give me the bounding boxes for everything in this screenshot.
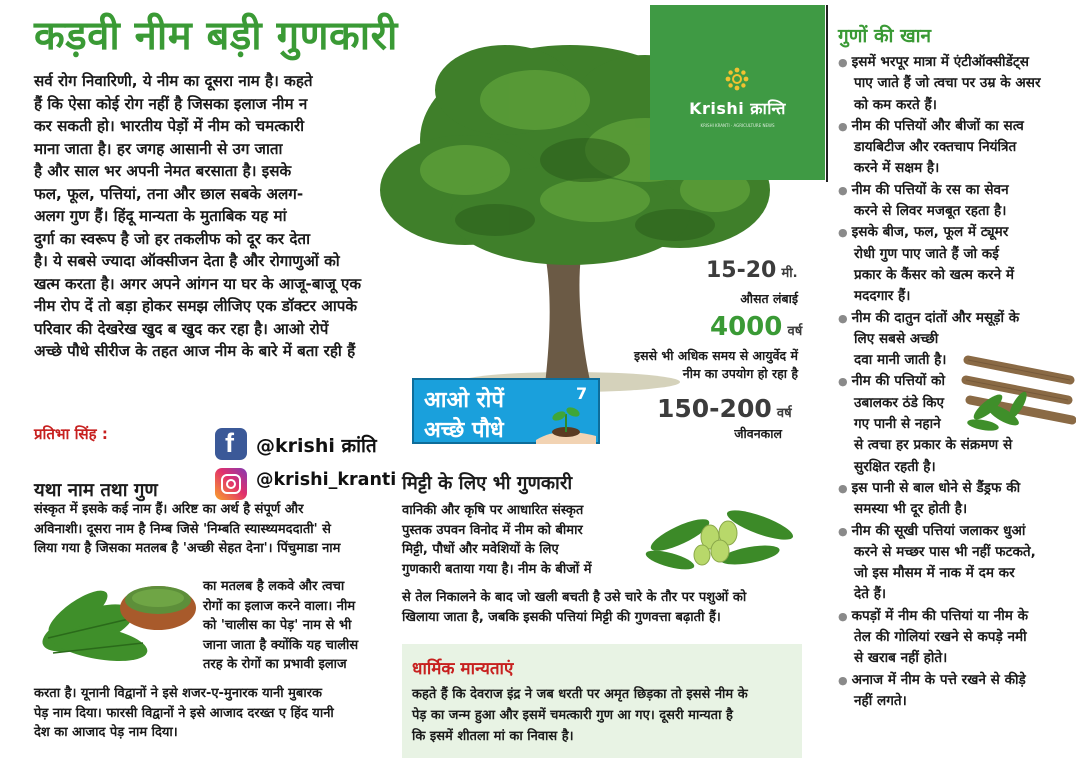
intro-paragraph	[34, 70, 389, 363]
soil-section-text-top	[402, 501, 592, 579]
page-headline: कड़वी नीम बड़ी गुणकारी	[34, 13, 398, 59]
benefit-item: ● इसमें भरपूर मात्रा में एंटीऑक्सीडेंट्स	[838, 52, 1068, 73]
stat-history-label-1: इससे भी अधिक समय से आयुर्वेद में	[634, 348, 798, 363]
neem-twigs-image	[958, 345, 1076, 443]
names-line: देश का आजाद पेड़ नाम दिया।	[34, 725, 178, 740]
soil-line: वानिकी और कृषि पर आधारित संस्कृत	[402, 503, 584, 518]
religious-line: पेड़ का जन्म हुआ और इसमें चमत्कारी गुण आ गए। दूसरी मान्यता है	[412, 708, 733, 723]
soil-line: पुस्तक उपवन विनोद में नीम को बीमार	[402, 522, 583, 538]
benefit-item-continued: देते हैं।	[854, 586, 887, 603]
benefit-item: ● नीम की पत्तियों के रस का सेवन	[838, 180, 1068, 201]
benefit-item: ● नीम की पत्तियों और बीजों का सत्व	[838, 116, 1068, 137]
benefit-item-continued: समस्या भी दूर होती है।	[854, 501, 968, 518]
stat-history-unit: वर्ष	[787, 324, 803, 339]
names-line: रोगों का इलाज करने वाला। नीम	[203, 598, 356, 614]
benefit-item-continued: तेल की गोलियां रखने से कपड़े नमी	[854, 629, 1027, 646]
stat-height-value: 15-20	[706, 258, 777, 283]
names-line: लिया गया है जिसका मतलब है 'अच्छी सेहत देना'। पिंचुमाडा नाम	[34, 541, 341, 556]
names-line: पेड़ नाम दिया। फारसी विद्वानों ने इसे आजाद दरख्त ए हिंद यानी	[34, 705, 334, 721]
names-line: संस्कृत में इसके कई नाम हैं। अरिष्ट का अर्थ है संपूर्ण और	[34, 502, 304, 517]
brand-logo-box	[650, 5, 825, 180]
stat-height	[706, 258, 798, 283]
names-section-text-top	[34, 500, 340, 559]
sun-flower-icon	[725, 67, 749, 91]
hand-with-sapling-icon	[532, 400, 600, 444]
names-line: जाना जाता है क्योंकि यह चालीस	[203, 637, 359, 653]
instagram-icon	[215, 468, 247, 500]
neem-fruits-image	[640, 495, 800, 575]
intro-line: अलग गुण हैं। हिंदू मान्यता के मुताबिक यह मां	[34, 207, 287, 225]
intro-line: सर्व रोग निवारिणी, ये नीम का दूसरा नाम है। कहते	[34, 72, 313, 90]
soil-section-title: मिट्टी के लिए भी गुणकारी	[402, 473, 573, 494]
stat-life	[657, 394, 792, 423]
benefit-item-continued: रोधी गुण पाए जाते हैं जो कई	[854, 245, 999, 262]
benefit-item-continued: को कम करते हैं।	[854, 96, 937, 113]
stat-history-label-2: नीम का उपयोग हो रहा है	[682, 366, 798, 381]
benefit-item-continued: से त्वचा हर प्रकार के संक्रमण से	[854, 437, 1013, 454]
benefit-item-continued: उबालकर ठंडे किए	[854, 394, 945, 411]
stat-history-value: 4000	[710, 312, 783, 342]
intro-line: नीम रोप दें तो बड़ा होकर समझ लीजिए एक डॉक्टर आपके	[34, 297, 358, 315]
benefit-item-continued: मददगार हैं।	[854, 288, 911, 305]
religious-section-title: धार्मिक मान्यताएं	[412, 659, 514, 679]
intro-line: परिवार की देखरेख खुद ब खुद कर रहा है। आओ रोपें	[34, 319, 329, 338]
religious-section-text	[412, 684, 748, 747]
intro-line: है। ये सबसे ज्यादा ऑक्सीजन देता है और रोगाणुओं को	[34, 252, 340, 270]
intro-line: फल, फूल, पत्तियां, तना और छाल सबके अलग-	[34, 184, 304, 203]
instagram-handle: @krishi_kranti	[256, 470, 397, 490]
benefit-item-continued: करने से लिवर मजबूत रहता है।	[854, 203, 1007, 220]
benefit-item-continued: दवा मानी जाती है।	[854, 352, 947, 369]
stat-height-label: औसत लंबाई	[740, 291, 798, 306]
soil-section-text-bottom	[402, 588, 746, 627]
benefits-title: गुणों की खान	[838, 25, 932, 47]
column-divider	[826, 5, 828, 182]
intro-line: खत्म करता है। अगर अपने आंगन या घर के आजू-बाजू एक	[34, 274, 362, 293]
brand-tagline: KRISHI KRANTI · AGRICULTURE NEWS	[700, 123, 775, 128]
names-section-text-bottom	[34, 684, 334, 743]
soil-line: मिट्टी, पौधों और मवेशियों के लिए	[402, 542, 559, 557]
intro-line: कर सकती हो। भारतीय पेड़ों में नीम को चमत्कारी	[34, 117, 305, 135]
series-line-1: आओ रोपें	[424, 388, 504, 413]
stat-history	[710, 312, 802, 342]
neem-leaves-bowl-image	[38, 568, 198, 673]
names-section-title: यथा नाम तथा गुण	[34, 480, 158, 501]
benefit-item-continued: डायबिटीज और रक्तचाप नियंत्रित	[854, 139, 1017, 156]
intro-line: है और साल भर अपनी नेमत बरसाता है। इसके	[34, 162, 292, 180]
benefit-item-continued: से खराब नहीं होते।	[854, 650, 948, 667]
names-line: अविनाशी। दूसरा नाम है निम्ब जिसे 'निम्बति स्यास्थ्यमददाती' से	[34, 521, 331, 537]
benefit-item-continued: नहीं लगते।	[854, 692, 907, 709]
brand-name: Krishi क्रान्ति	[689, 99, 786, 118]
religious-line: कि इसमें शीतला मां का निवास है।	[412, 729, 574, 744]
intro-line: माना जाता है। हर जगह आसानी से उग जाता	[34, 139, 283, 158]
intro-line: हैं कि ऐसा कोई रोग नहीं है जिसका इलाज नीम न	[34, 94, 308, 113]
benefit-item: ● नीम की दातुन दांतों और मसूड़ों के	[838, 308, 1068, 329]
facebook-icon: f	[215, 428, 247, 460]
benefit-item: ● कपड़ों में नीम की पत्तियां या नीम के	[838, 606, 1068, 627]
series-line-2: अच्छे पौधे	[424, 418, 504, 443]
facebook-handle: @krishi क्रांति	[256, 435, 377, 457]
stat-life-label: जीवनकाल	[734, 426, 782, 441]
benefit-item-continued: जो इस मौसम में नाक में दम कर	[854, 565, 1015, 582]
benefit-item: ● नीम की पत्तियों को	[838, 371, 1068, 392]
soil-line: खिलाया जाता है, जबकि इसकी पत्तियां मिट्टी की गुणवत्ता बढ़ाती हैं।	[402, 609, 721, 625]
names-line: तरह के रोगों का प्रभावी इलाज	[203, 657, 347, 672]
benefit-item: ● नीम की सूखी पत्तियां जलाकर धुआं	[838, 521, 1068, 542]
religious-line: कहते हैं कि देवराज इंद्र ने जब धरती पर अमृत छिड़का तो इससे नीम के	[412, 687, 748, 702]
benefit-item-continued: करने में सक्षम है।	[854, 160, 940, 177]
names-line: करता है। यूनानी विद्वानों ने इसे शजर-ए-मुनारक यानी मुबारक	[34, 686, 323, 701]
intro-line: अच्छे पौधे सीरीज के तहत आज नीम के बारे में बता रही हैं	[34, 342, 356, 360]
benefit-item-continued: करने से मच्छर पास भी नहीं फटकते,	[854, 543, 1036, 560]
names-line: को 'चालीस का पेड़' नाम से भी	[203, 618, 352, 633]
soil-line: गुणकारी बताया गया है। नीम के बीजों में	[402, 561, 592, 577]
benefit-item-continued: सुरक्षित रहती है।	[854, 458, 936, 475]
benefit-item: ● अनाज में नीम के पत्ते रखने से कीड़े	[838, 670, 1068, 691]
benefit-item: ● इस पानी से बाल धोने से डैंड्रफ की	[838, 478, 1068, 499]
series-badge	[412, 378, 600, 444]
benefit-item-continued: पाए जाते हैं जो त्वचा पर उम्र के असर	[854, 75, 1041, 92]
intro-line: दुर्गा का स्वरूप है जो हर तकलीफ को दूर कर देता	[34, 229, 311, 248]
stat-height-unit: मी.	[781, 266, 798, 281]
benefit-item-continued: गए पानी से नहाने	[854, 416, 941, 433]
names-line: का मतलब है लकवे और त्वचा	[203, 579, 345, 594]
stat-life-value: 150-200	[657, 394, 772, 423]
series-number: 7	[576, 384, 588, 403]
stat-life-unit: वर्ष	[776, 406, 792, 421]
names-section-text-middle	[203, 577, 358, 675]
soil-line: से तेल निकालने के बाद जो खली बचती है उसे चारे के तौर पर पशुओं को	[402, 590, 747, 605]
benefit-item-continued: प्रकार के कैंसर को खत्म करने में	[854, 266, 1014, 283]
author-byline: प्रतिभा सिंह :	[34, 425, 108, 443]
benefit-item: ● इसके बीज, फल, फूल में ट्यूमर	[838, 222, 1068, 243]
religious-beliefs-box	[402, 644, 802, 758]
benefit-item-continued: लिए सबसे अच्छी	[854, 330, 939, 347]
